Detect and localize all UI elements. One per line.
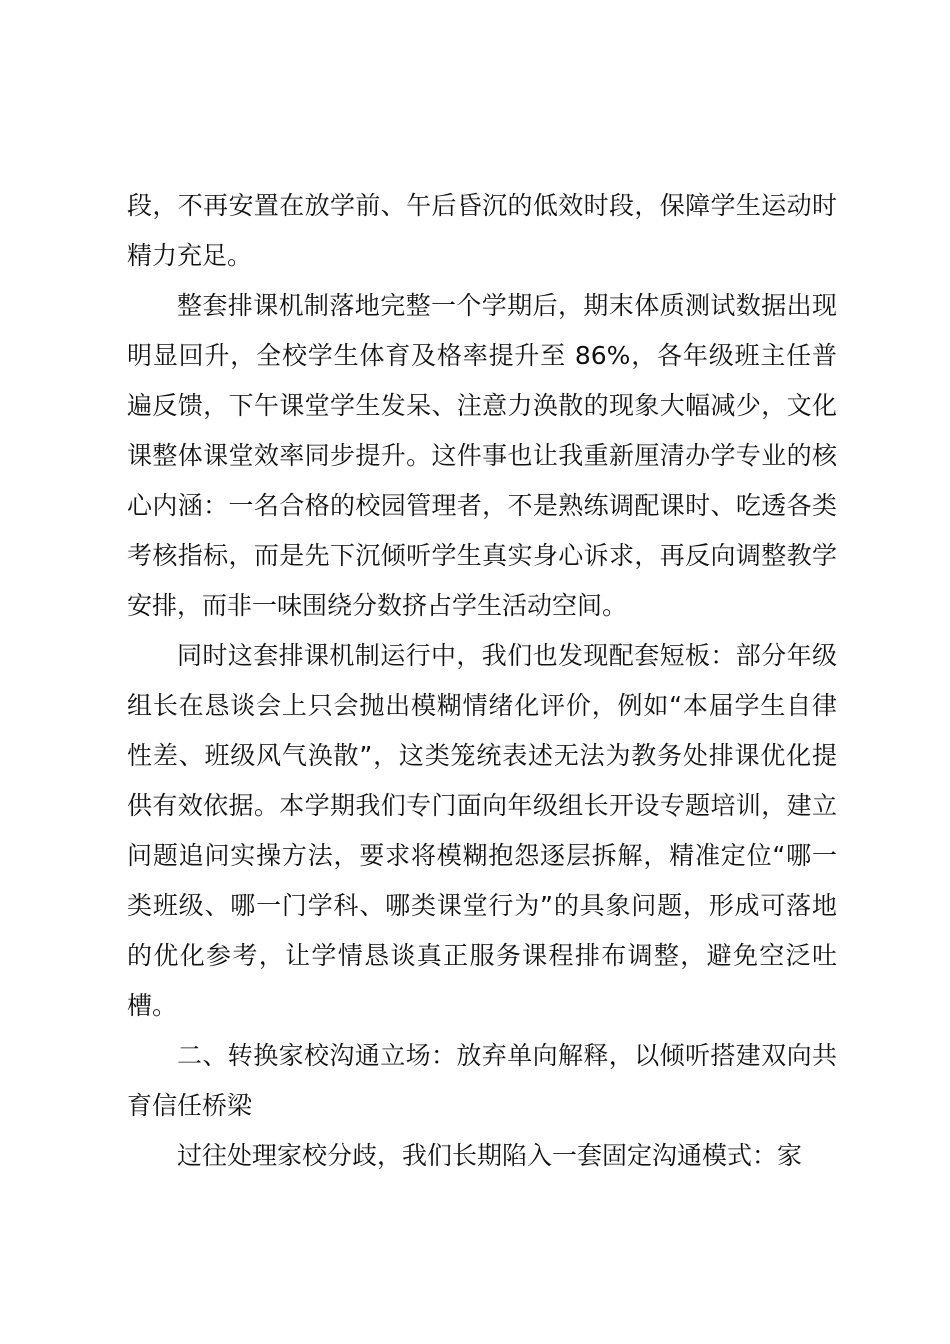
paragraph-home-school-communication: 过往处理家校分歧，我们长期陷入一套固定沟通模式：家: [177, 1141, 803, 1170]
document-body: [127, 181, 837, 1181]
section-heading: 二、转换家校沟通立场：放弃单向解释，以倾听搭建双向共育信任桥梁: [127, 1041, 837, 1120]
paragraph-scheduling-results: 整套排课机制落地完整一个学期后，期末体质测试数据出现明显回升，全校学生体育及格率提升至 86%，各年级班主任普遍反馈，下午课堂学生发呆、注意力涣散的现象大幅减少，文化课整体课堂效率同步提升。这件事也让我重新厘清办学专业的核心内涵：一名合格的校园管理者，不是熟练调配课时、吃透各类考核指标，而是先下沉倾听学生真实身心诉求，再反向调整教学安排，而非一味围绕分数挤占学生活动空间。: [127, 291, 837, 620]
paragraph-continuation: 段，不再安置在放学前、午后昏沉的低效时段，保障学生运动时精力充足。: [127, 191, 837, 270]
paragraph-scheduling-shortcomings: 同时这套排课机制运行中，我们也发现配套短板：部分年级组长在恳谈会上只会抛出模糊情绪化评价，例如“本届学生自律性差、班级风气涣散”，这类笼统表述无法为教务处排课优化提供有效依据。本学期我们专门面向年级组长开设专题培训，建立问题追问实操方法，要求将模糊抱怨逐层拆解，精准定位“哪一类班级、哪一门学科、哪类课堂行为”的具象问题，形成可落地的优化参考，让学情恳谈真正服务课程排布调整，避免空泛吐槽。: [127, 641, 837, 1020]
